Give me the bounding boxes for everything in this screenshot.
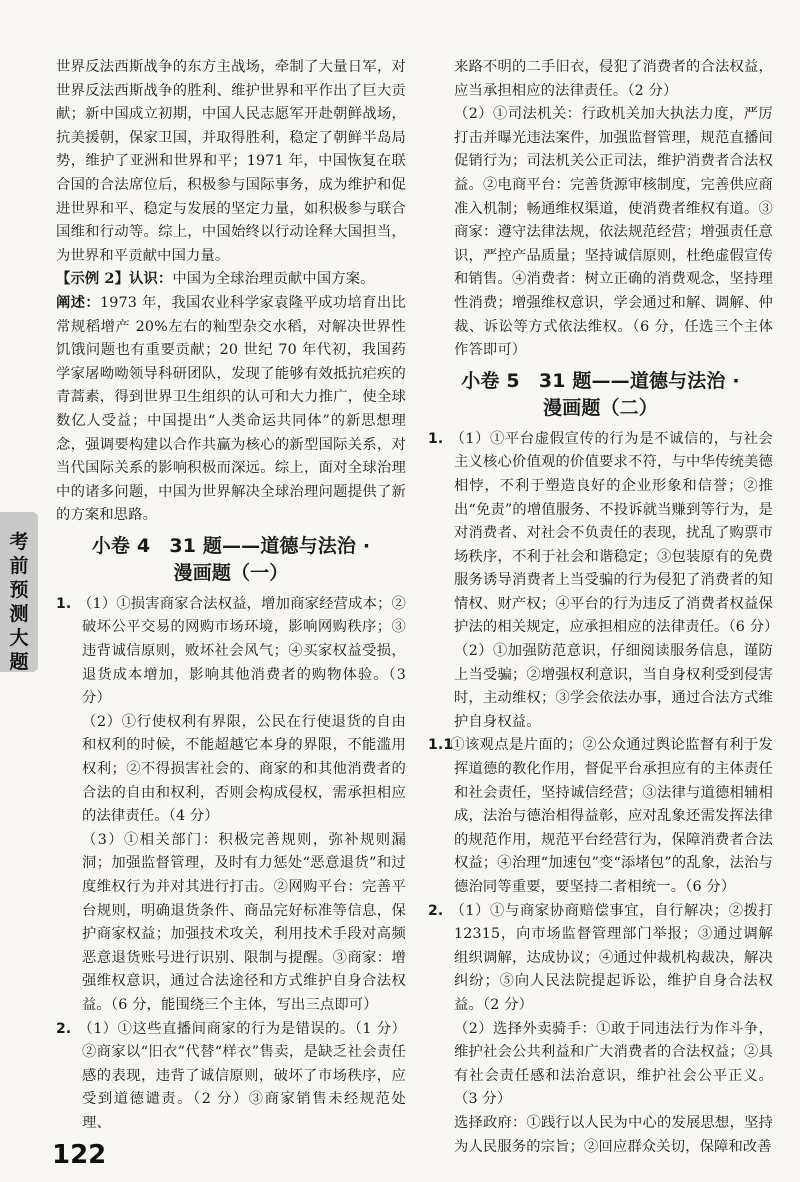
question-number: 2. (56, 1020, 72, 1037)
question-number: 1.1 (428, 737, 454, 754)
question-1-part1: （1）①平台虚假宣传的行为是不诚信的，与社会主义核心价值观的价值要求不符，与中华传统美德相悖，不利于塑造良好的企业形象和信誉；②推出“免责”的增值服务、不投诉就当赚到等行为，是对消费者、对社会不负责任的表现，扰乱了购票市场秩序，不利于社会和谐稳定；③包装原有的免费服务诱导消费者上当受骗的行为侵犯了消费者的知情权、财产权；④平台的行为违反了消费者权益保护法的相关规定，应承担相应的法律责任。（6 分） (450, 430, 779, 636)
continued-answer-2: （2）①司法机关：行政机关加大执法力度，严厉打击并曝光违法案件，加强监督管理，规范直播间促销行为；司法机关公正司法，维护消费者合法权益。②电商平台：完善货源审核制度，完善供应商准入机制；畅通维权渠道，使消费者维权有道。③商家：遵守法律法规，依法规范经营；增强责任意识，严控产品质量；坚持诚信原则，杜绝虚假宣传和销售。④消费者：树立正确的消费观念，坚持理性消费；增强维权意识，学会通过和解、调解、仲裁、诉讼等方式依法维权。（6 分，任选三个主体作答即可） (454, 106, 773, 359)
section-title-5 (428, 368, 773, 422)
continued-answer-1: 来路不明的二手旧衣，侵犯了消费者的合法权益，应当承担相应的法律责任。（2 分） (454, 59, 773, 99)
question-1-part2: （2）①行使权利有界限，公民在行使退货的自由和权利的时候，不能超越它本身的界限，不能滥用权利；②不得损害社会的、商家的和其他消费者的合法的自由和权利，否则会构成侵权，需承担相应的法律责任。（4 分） (82, 713, 406, 825)
section-title-4-line2: 漫画题（一） (173, 561, 289, 584)
question-2 (56, 1018, 406, 1136)
left-column (56, 56, 406, 1136)
question-number: 1. (428, 430, 444, 447)
intro-paragraph: 世界反法西斯战争的东方主战场，牵制了大量日军，对世界反法西斯战争的胜利、维护世界和平作出了巨大贡献；新中国成立初期，中国人民志愿军开赴朝鲜战场，抗美援朝，保家卫国，并取得胜利，稳定了朝鲜半岛局势，维护了亚洲和世界和平；1971 年，中国恢复在联合国的合法席位后，积极参与国际事务，成为维护和促进世界和平、稳定与发展的坚定力量，如积极参与联合国维和行动等。综上，中国始终以行动诠释大国担当，为世界和平贡献中国力量。 (56, 59, 406, 264)
section-title-5-line1: 小卷 5 31 题——道德与法治 · (461, 369, 740, 392)
question-1-part1: （1）①损害商家合法权益，增加商家经营成本；②破坏公平交易的网购市场环境，影响网购秩序；③违背诚信原则，败坏社会风气；④买家权益受损，退货成本增加，影响其他消费者的购物体验。（3 分） (78, 595, 406, 707)
question-1-1-answer: ①该观点是片面的；②公众通过舆论监督有利于发挥道德的教化作用，督促平台承担应有的主体责任和社会责任，坚持诚信经营；③法律与道德相辅相成，法治与德治相得益彰，应对乱象还需发挥法律的规范作用，规范平台经营行为，保障消费者合法权益；④治理“加速包”变“添堵包”的乱象，法治与德治同等重要，要坚持二者相统一。（6 分） (450, 737, 773, 895)
side-tab-label: 考前预测大题 (9, 531, 29, 673)
page-number: 122 (52, 1140, 107, 1170)
question-1 (56, 593, 406, 711)
question-1 (428, 428, 779, 640)
right-column (428, 56, 779, 1159)
question-2-part1: （1）①与商家协商赔偿事宜，自行解决；②拨打 12315，向市场监督管理部门举报；③通过调解组织调解，达成协议；④通过仲裁机构裁决，解决纠纷；⑤向人民法院提起诉讼，维护自身合法权益。（2 分） (450, 902, 773, 1013)
section-title-5-line2: 漫画题（二） (543, 396, 658, 419)
elaboration-paragraph (56, 292, 406, 528)
question-1-part3: （3）①相关部门：积极完善规则，弥补规则漏洞；加强监督管理，及时有力惩处“恶意退货”和过度维权行为并对其进行打击。②网购平台：完善平台规则，明确退货条件、商品完好标准等信息，保护商家权益；加强技术攻关，利用技术手段对高频恶意退货账号进行识别、限制与提醒。③商家：增强维权意识，通过合法途径和方式维护自身合法权益。（6 分，能围绕三个主体，写出三点即可） (82, 831, 406, 1013)
question-2 (428, 900, 773, 1018)
example-title: 【示例 2】认识： (56, 271, 173, 288)
question-1-part2: （2）①加强防范意识，仔细阅读服务信息，谨防上当受骗；②增强权利意识，当自身权利受到侵害时，主动维权；③学会依法办事，通过合法方式维护自身权益。 (454, 643, 773, 730)
elaboration-text: 1973 年，我国农业科学家袁隆平成功培育出比常规稻增产 20%左右的籼型杂交水稻，对解决世界性饥饿问题也有重要贡献；20 世纪 70 年代初，我国药学家屠呦呦领导科研团队，发现了能够有效抵抗疟疾的青蒿素，得到世界卫生组织的认可和大力推广，使全球数亿人受益；中国提出“人类命运共同体”的新思想理念，强调要构建以合作共赢为核心的新型国际关系，对当代国际关系的影响积极而深远。综上，面对全球治理中的诸多问题，中国为世界解决全球治理问题提供了新的方案和思路。 (56, 294, 406, 524)
question-2-part2: （2）选择外卖骑手：①敢于同违法行为作斗争，维护社会公共利益和广大消费者的合法权益；②具有社会责任感和法治意识，维护社会公平正义。（3 分） (454, 1020, 773, 1108)
question-1-1 (428, 734, 773, 899)
side-tab (0, 512, 38, 672)
example-paragraph (56, 268, 406, 292)
question-number: 2. (428, 902, 444, 919)
question-2-part3: 选择政府：①践行以人民为中心的发展思想，坚持为人民服务的宗旨；②回应群众关切，保障和改善 (454, 1114, 773, 1155)
question-number: 1. (56, 595, 72, 612)
elaboration-title: 阐述： (56, 294, 101, 311)
example-text: 中国为全球治理贡献中国方案。 (172, 271, 375, 288)
section-title-4-line1: 小卷 4 31 题——道德与法治 · (91, 534, 371, 557)
section-title-4 (56, 533, 406, 587)
question-2-part1: （1）①这些直播间商家的行为是错误的。（1 分）②商家以“旧衣”代替“样衣”售卖，是缺乏社会责任感的表现，违背了诚信原则，破坏了市场秩序，应受到道德谴责。（2 分）③商家销售未经规范处理、 (78, 1020, 406, 1131)
